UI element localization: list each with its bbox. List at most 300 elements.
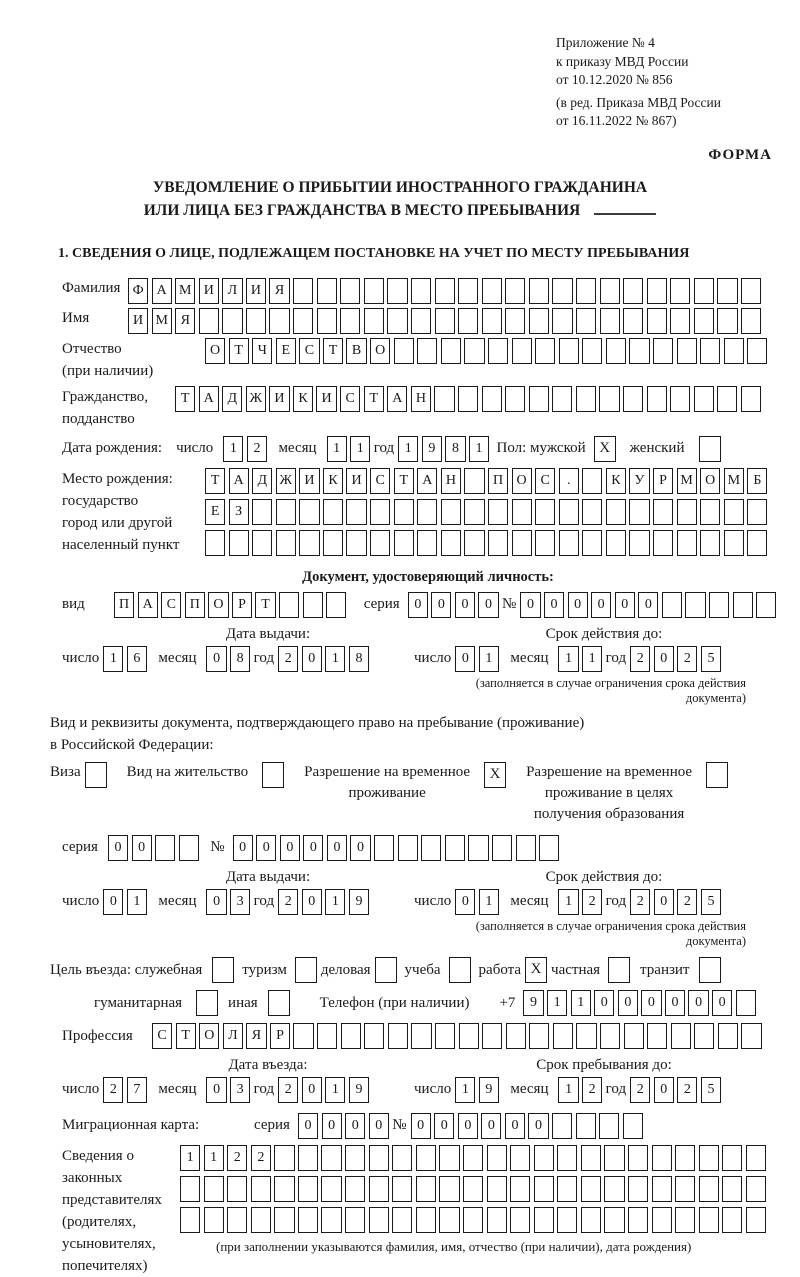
char-box[interactable]: 8 xyxy=(230,646,250,672)
char-box[interactable]: С xyxy=(161,592,181,618)
char-box[interactable]: Т xyxy=(175,386,195,412)
char-box[interactable] xyxy=(604,1176,624,1202)
char-box[interactable]: 2 xyxy=(582,889,602,915)
char-box[interactable]: Н xyxy=(411,386,431,412)
char-box[interactable] xyxy=(505,308,525,334)
char-box[interactable] xyxy=(229,530,249,556)
char-box[interactable] xyxy=(439,1145,459,1171)
char-box[interactable]: 1 xyxy=(558,1077,578,1103)
char-box[interactable]: 1 xyxy=(325,1077,345,1103)
char-box[interactable]: 0 xyxy=(434,1113,454,1139)
char-box[interactable] xyxy=(180,1207,200,1233)
char-box[interactable]: Б xyxy=(747,468,767,494)
char-box[interactable] xyxy=(299,499,319,525)
char-box[interactable] xyxy=(653,499,673,525)
char-box[interactable]: 5 xyxy=(701,646,721,672)
char-box[interactable] xyxy=(293,308,313,334)
char-box[interactable]: И xyxy=(299,468,319,494)
char-box[interactable] xyxy=(709,592,729,618)
char-box[interactable]: 1 xyxy=(127,889,147,915)
char-box[interactable] xyxy=(694,308,714,334)
char-box[interactable] xyxy=(398,835,418,861)
char-box[interactable] xyxy=(677,499,697,525)
char-box[interactable] xyxy=(441,338,461,364)
char-box[interactable] xyxy=(675,1207,695,1233)
char-box[interactable] xyxy=(717,308,737,334)
char-box[interactable] xyxy=(534,1176,554,1202)
char-box[interactable]: 0 xyxy=(478,592,498,618)
char-box[interactable] xyxy=(699,1145,719,1171)
char-box[interactable]: 1 xyxy=(180,1145,200,1171)
char-box[interactable] xyxy=(717,386,737,412)
char-box[interactable]: 2 xyxy=(582,1077,602,1103)
char-box[interactable]: 0 xyxy=(528,1113,548,1139)
char-box[interactable]: Т xyxy=(323,338,343,364)
char-box[interactable] xyxy=(741,1023,761,1049)
char-box[interactable] xyxy=(599,1113,619,1139)
char-box[interactable] xyxy=(417,530,437,556)
char-box[interactable] xyxy=(487,1207,507,1233)
char-box[interactable]: А xyxy=(152,278,172,304)
char-box[interactable]: М xyxy=(677,468,697,494)
char-box[interactable]: . xyxy=(559,468,579,494)
char-box[interactable]: Ч xyxy=(252,338,272,364)
char-box[interactable]: 1 xyxy=(204,1145,224,1171)
char-box[interactable] xyxy=(321,1145,341,1171)
char-box[interactable] xyxy=(576,278,596,304)
char-box[interactable] xyxy=(722,1145,742,1171)
char-box[interactable] xyxy=(552,308,572,334)
char-box[interactable] xyxy=(559,499,579,525)
char-box[interactable]: 0 xyxy=(108,835,128,861)
char-box[interactable]: 0 xyxy=(615,592,635,618)
char-box[interactable] xyxy=(529,308,549,334)
char-box[interactable]: Т xyxy=(176,1023,196,1049)
char-box[interactable]: О xyxy=(199,1023,219,1049)
char-box[interactable]: О xyxy=(700,468,720,494)
char-box[interactable]: 0 xyxy=(455,592,475,618)
char-box[interactable] xyxy=(204,1176,224,1202)
char-box[interactable] xyxy=(652,1207,672,1233)
char-box[interactable]: Р xyxy=(270,1023,290,1049)
char-box[interactable] xyxy=(576,386,596,412)
char-box[interactable]: 2 xyxy=(630,889,650,915)
char-box[interactable] xyxy=(392,1207,412,1233)
char-box[interactable] xyxy=(746,1145,766,1171)
purpose-humanitarian-checkbox[interactable] xyxy=(196,990,218,1016)
char-box[interactable] xyxy=(458,386,478,412)
char-box[interactable] xyxy=(416,1145,436,1171)
char-box[interactable] xyxy=(279,592,299,618)
char-box[interactable] xyxy=(535,530,555,556)
char-box[interactable] xyxy=(482,278,502,304)
char-box[interactable] xyxy=(435,308,455,334)
char-box[interactable] xyxy=(624,1023,644,1049)
char-box[interactable] xyxy=(670,308,690,334)
char-box[interactable]: Н xyxy=(441,468,461,494)
char-box[interactable] xyxy=(374,835,394,861)
char-box[interactable] xyxy=(559,338,579,364)
char-box[interactable] xyxy=(269,308,289,334)
char-box[interactable] xyxy=(417,338,437,364)
char-box[interactable] xyxy=(340,308,360,334)
char-box[interactable]: 1 xyxy=(350,436,370,462)
char-box[interactable] xyxy=(323,530,343,556)
char-box[interactable] xyxy=(463,1176,483,1202)
char-box[interactable]: Е xyxy=(205,499,225,525)
char-box[interactable]: 0 xyxy=(327,835,347,861)
char-box[interactable]: 0 xyxy=(455,889,475,915)
char-box[interactable] xyxy=(629,530,649,556)
char-box[interactable] xyxy=(341,1023,361,1049)
char-box[interactable] xyxy=(463,1145,483,1171)
char-box[interactable] xyxy=(488,530,508,556)
char-box[interactable] xyxy=(155,835,175,861)
char-box[interactable] xyxy=(417,499,437,525)
char-box[interactable]: А xyxy=(229,468,249,494)
residence-permit-checkbox[interactable] xyxy=(262,762,284,788)
sex-female-checkbox[interactable] xyxy=(699,436,721,462)
char-box[interactable] xyxy=(252,530,272,556)
char-box[interactable]: 0 xyxy=(618,990,638,1016)
char-box[interactable]: 8 xyxy=(445,436,465,462)
char-box[interactable] xyxy=(582,468,602,494)
char-box[interactable] xyxy=(222,308,242,334)
char-box[interactable]: 0 xyxy=(688,990,708,1016)
char-box[interactable] xyxy=(694,386,714,412)
char-box[interactable] xyxy=(340,278,360,304)
char-box[interactable] xyxy=(581,1207,601,1233)
char-box[interactable] xyxy=(670,278,690,304)
char-box[interactable]: С xyxy=(152,1023,172,1049)
char-box[interactable] xyxy=(675,1176,695,1202)
char-box[interactable] xyxy=(441,530,461,556)
char-box[interactable] xyxy=(662,592,682,618)
char-box[interactable] xyxy=(516,835,536,861)
char-box[interactable] xyxy=(274,1176,294,1202)
char-box[interactable]: 1 xyxy=(558,646,578,672)
char-box[interactable] xyxy=(482,386,502,412)
char-box[interactable]: 7 xyxy=(127,1077,147,1103)
char-box[interactable] xyxy=(411,308,431,334)
char-box[interactable] xyxy=(582,338,602,364)
char-box[interactable] xyxy=(180,1176,200,1202)
char-box[interactable]: А xyxy=(199,386,219,412)
char-box[interactable]: 2 xyxy=(630,1077,650,1103)
char-box[interactable]: 0 xyxy=(654,889,674,915)
char-box[interactable]: С xyxy=(340,386,360,412)
char-box[interactable] xyxy=(251,1207,271,1233)
char-box[interactable] xyxy=(652,1176,672,1202)
char-box[interactable] xyxy=(512,338,532,364)
char-box[interactable] xyxy=(576,1023,596,1049)
char-box[interactable] xyxy=(298,1145,318,1171)
char-box[interactable]: М xyxy=(152,308,172,334)
char-box[interactable]: 0 xyxy=(654,646,674,672)
visa-checkbox[interactable] xyxy=(85,762,107,788)
char-box[interactable] xyxy=(411,1023,431,1049)
char-box[interactable]: А xyxy=(387,386,407,412)
char-box[interactable]: 0 xyxy=(594,990,614,1016)
char-box[interactable]: 0 xyxy=(458,1113,478,1139)
char-box[interactable]: 0 xyxy=(654,1077,674,1103)
char-box[interactable]: 2 xyxy=(677,889,697,915)
char-box[interactable]: 0 xyxy=(302,1077,322,1103)
purpose-other-checkbox[interactable] xyxy=(268,990,290,1016)
char-box[interactable]: 9 xyxy=(479,1077,499,1103)
char-box[interactable] xyxy=(606,530,626,556)
char-box[interactable]: О xyxy=(205,338,225,364)
char-box[interactable] xyxy=(205,530,225,556)
char-box[interactable] xyxy=(394,530,414,556)
char-box[interactable]: 1 xyxy=(325,889,345,915)
char-box[interactable] xyxy=(416,1176,436,1202)
char-box[interactable] xyxy=(623,386,643,412)
char-box[interactable]: Я xyxy=(269,278,289,304)
char-box[interactable]: 1 xyxy=(582,646,602,672)
char-box[interactable] xyxy=(439,1176,459,1202)
char-box[interactable] xyxy=(557,1176,577,1202)
char-box[interactable] xyxy=(628,1145,648,1171)
char-box[interactable]: 0 xyxy=(431,592,451,618)
char-box[interactable] xyxy=(552,1113,572,1139)
char-box[interactable] xyxy=(370,530,390,556)
char-box[interactable]: 1 xyxy=(479,889,499,915)
char-box[interactable] xyxy=(606,338,626,364)
char-box[interactable]: К xyxy=(293,386,313,412)
char-box[interactable] xyxy=(364,308,384,334)
char-box[interactable] xyxy=(246,308,266,334)
char-box[interactable] xyxy=(724,499,744,525)
char-box[interactable] xyxy=(717,278,737,304)
char-box[interactable] xyxy=(227,1207,247,1233)
char-box[interactable] xyxy=(694,278,714,304)
char-box[interactable]: 2 xyxy=(247,436,267,462)
char-box[interactable] xyxy=(370,499,390,525)
purpose-private-checkbox[interactable] xyxy=(608,957,630,983)
char-box[interactable]: 0 xyxy=(455,646,475,672)
char-box[interactable] xyxy=(512,530,532,556)
char-box[interactable] xyxy=(276,530,296,556)
char-box[interactable]: 1 xyxy=(103,646,123,672)
char-box[interactable] xyxy=(227,1176,247,1202)
char-box[interactable]: П xyxy=(185,592,205,618)
char-box[interactable] xyxy=(435,278,455,304)
char-box[interactable]: О xyxy=(208,592,228,618)
char-box[interactable]: З xyxy=(229,499,249,525)
char-box[interactable] xyxy=(464,468,484,494)
char-box[interactable]: 1 xyxy=(223,436,243,462)
char-box[interactable] xyxy=(733,592,753,618)
char-box[interactable] xyxy=(510,1145,530,1171)
char-box[interactable]: М xyxy=(175,278,195,304)
char-box[interactable]: Д xyxy=(252,468,272,494)
char-box[interactable] xyxy=(756,592,776,618)
purpose-tourism-checkbox[interactable] xyxy=(295,957,317,983)
char-box[interactable] xyxy=(492,835,512,861)
char-box[interactable]: 8 xyxy=(349,646,369,672)
char-box[interactable]: 0 xyxy=(712,990,732,1016)
char-box[interactable]: 3 xyxy=(230,889,250,915)
char-box[interactable]: 9 xyxy=(349,1077,369,1103)
char-box[interactable] xyxy=(722,1207,742,1233)
char-box[interactable]: Т xyxy=(205,468,225,494)
purpose-official-checkbox[interactable] xyxy=(212,957,234,983)
char-box[interactable] xyxy=(746,1207,766,1233)
char-box[interactable]: 0 xyxy=(303,835,323,861)
char-box[interactable]: 2 xyxy=(677,646,697,672)
char-box[interactable]: 0 xyxy=(280,835,300,861)
char-box[interactable]: О xyxy=(370,338,390,364)
char-box[interactable]: 0 xyxy=(481,1113,501,1139)
char-box[interactable] xyxy=(463,1207,483,1233)
char-box[interactable]: 2 xyxy=(103,1077,123,1103)
char-box[interactable] xyxy=(345,1145,365,1171)
char-box[interactable] xyxy=(326,592,346,618)
char-box[interactable] xyxy=(629,499,649,525)
char-box[interactable] xyxy=(388,1023,408,1049)
char-box[interactable]: Ф xyxy=(128,278,148,304)
char-box[interactable] xyxy=(685,592,705,618)
char-box[interactable] xyxy=(439,1207,459,1233)
char-box[interactable]: Т xyxy=(255,592,275,618)
char-box[interactable] xyxy=(482,308,502,334)
char-box[interactable] xyxy=(677,338,697,364)
char-box[interactable]: 0 xyxy=(641,990,661,1016)
char-box[interactable]: 0 xyxy=(411,1113,431,1139)
char-box[interactable] xyxy=(623,1113,643,1139)
char-box[interactable]: Т xyxy=(394,468,414,494)
char-box[interactable] xyxy=(647,1023,667,1049)
purpose-study-checkbox[interactable] xyxy=(449,957,471,983)
char-box[interactable] xyxy=(629,338,649,364)
char-box[interactable]: 0 xyxy=(206,646,226,672)
char-box[interactable] xyxy=(387,308,407,334)
char-box[interactable] xyxy=(510,1207,530,1233)
char-box[interactable] xyxy=(553,1023,573,1049)
char-box[interactable] xyxy=(434,386,454,412)
char-box[interactable]: 1 xyxy=(398,436,418,462)
char-box[interactable]: И xyxy=(246,278,266,304)
char-box[interactable]: 0 xyxy=(256,835,276,861)
char-box[interactable]: К xyxy=(606,468,626,494)
char-box[interactable] xyxy=(445,835,465,861)
char-box[interactable]: П xyxy=(488,468,508,494)
char-box[interactable] xyxy=(323,499,343,525)
char-box[interactable]: С xyxy=(370,468,390,494)
char-box[interactable] xyxy=(724,338,744,364)
char-box[interactable]: 0 xyxy=(591,592,611,618)
char-box[interactable]: 0 xyxy=(233,835,253,861)
char-box[interactable] xyxy=(557,1145,577,1171)
char-box[interactable]: 6 xyxy=(127,646,147,672)
char-box[interactable] xyxy=(317,1023,337,1049)
char-box[interactable] xyxy=(671,1023,691,1049)
char-box[interactable]: 0 xyxy=(322,1113,342,1139)
char-box[interactable] xyxy=(204,1207,224,1233)
char-box[interactable] xyxy=(416,1207,436,1233)
char-box[interactable] xyxy=(274,1145,294,1171)
char-box[interactable] xyxy=(512,499,532,525)
char-box[interactable] xyxy=(581,1145,601,1171)
char-box[interactable] xyxy=(741,278,761,304)
char-box[interactable] xyxy=(411,278,431,304)
char-box[interactable]: Р xyxy=(232,592,252,618)
char-box[interactable] xyxy=(700,338,720,364)
char-box[interactable]: 0 xyxy=(665,990,685,1016)
char-box[interactable] xyxy=(364,278,384,304)
char-box[interactable] xyxy=(488,338,508,364)
char-box[interactable]: Ж xyxy=(276,468,296,494)
char-box[interactable]: 0 xyxy=(568,592,588,618)
purpose-business-checkbox[interactable] xyxy=(375,957,397,983)
char-box[interactable]: И xyxy=(269,386,289,412)
char-box[interactable] xyxy=(700,530,720,556)
char-box[interactable]: 0 xyxy=(206,1077,226,1103)
char-box[interactable]: У xyxy=(629,468,649,494)
char-box[interactable]: 1 xyxy=(455,1077,475,1103)
char-box[interactable] xyxy=(600,308,620,334)
char-box[interactable]: 0 xyxy=(544,592,564,618)
char-box[interactable] xyxy=(747,338,767,364)
char-box[interactable] xyxy=(582,530,602,556)
char-box[interactable]: И xyxy=(316,386,336,412)
char-box[interactable] xyxy=(534,1145,554,1171)
char-box[interactable]: 2 xyxy=(278,646,298,672)
char-box[interactable] xyxy=(535,338,555,364)
char-box[interactable]: А xyxy=(417,468,437,494)
char-box[interactable] xyxy=(677,530,697,556)
char-box[interactable] xyxy=(345,1207,365,1233)
char-box[interactable]: 1 xyxy=(479,646,499,672)
char-box[interactable]: 2 xyxy=(251,1145,271,1171)
char-box[interactable] xyxy=(700,499,720,525)
char-box[interactable] xyxy=(441,499,461,525)
char-box[interactable]: 0 xyxy=(520,592,540,618)
char-box[interactable] xyxy=(369,1145,389,1171)
char-box[interactable] xyxy=(464,530,484,556)
char-box[interactable] xyxy=(464,338,484,364)
char-box[interactable]: 9 xyxy=(422,436,442,462)
char-box[interactable] xyxy=(741,308,761,334)
char-box[interactable]: 1 xyxy=(327,436,347,462)
char-box[interactable] xyxy=(394,338,414,364)
char-box[interactable]: Т xyxy=(229,338,249,364)
char-box[interactable]: М xyxy=(724,468,744,494)
char-box[interactable]: 0 xyxy=(298,1113,318,1139)
char-box[interactable]: Л xyxy=(223,1023,243,1049)
char-box[interactable] xyxy=(510,1176,530,1202)
char-box[interactable] xyxy=(534,1207,554,1233)
char-box[interactable] xyxy=(539,835,559,861)
char-box[interactable] xyxy=(628,1176,648,1202)
char-box[interactable] xyxy=(647,386,667,412)
char-box[interactable]: 1 xyxy=(547,990,567,1016)
char-box[interactable] xyxy=(552,278,572,304)
char-box[interactable] xyxy=(317,308,337,334)
char-box[interactable] xyxy=(468,835,488,861)
sex-male-checkbox[interactable]: X xyxy=(594,436,616,462)
char-box[interactable]: 0 xyxy=(408,592,428,618)
char-box[interactable] xyxy=(293,278,313,304)
char-box[interactable] xyxy=(482,1023,502,1049)
char-box[interactable]: И xyxy=(199,278,219,304)
char-box[interactable] xyxy=(458,308,478,334)
char-box[interactable] xyxy=(252,499,272,525)
char-box[interactable] xyxy=(392,1145,412,1171)
char-box[interactable] xyxy=(747,499,767,525)
char-box[interactable] xyxy=(718,1023,738,1049)
